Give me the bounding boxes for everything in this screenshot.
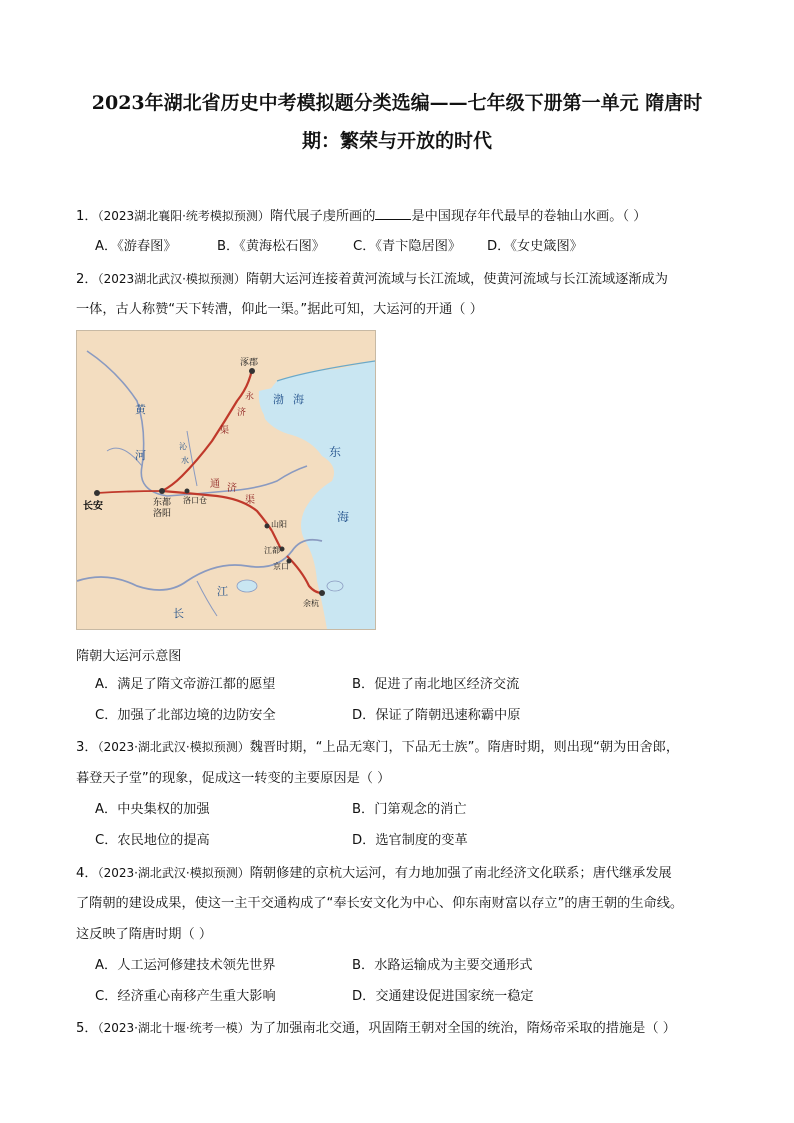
label-shanyang: 山阳 xyxy=(271,520,287,529)
grand-canal-map xyxy=(76,330,376,630)
question-1-stem xyxy=(76,207,726,226)
label-qu-2: 渠 xyxy=(245,495,255,506)
city-marker xyxy=(249,368,255,374)
question-2-stem-line-1 xyxy=(76,270,726,289)
question-number: 2． xyxy=(76,272,98,287)
label-jiangdu: 江都 xyxy=(264,546,280,555)
question-2-stem-line-2: 一体，古人称赞“天下转漕，仰此一渠。”据此可知，大运河的开通（ ） xyxy=(76,302,483,317)
question-source: （2023湖北襄阳·统考模拟预测） xyxy=(97,209,270,223)
city-marker xyxy=(265,524,270,529)
question-5-stem-line-1 xyxy=(76,1019,726,1038)
label-ji-2: 济 xyxy=(227,483,237,494)
question-source: （2023湖北武汉·模拟预测） xyxy=(97,272,246,286)
city-marker xyxy=(159,488,165,494)
title-line-2: 期：繁荣与开放的时代 xyxy=(301,130,492,152)
question-source: （2023·湖北十堰·统考一模） xyxy=(97,1021,250,1035)
question-number: 3． xyxy=(76,740,98,755)
question-4-option-d[interactable]: D．交通建设促进国家统一稳定 xyxy=(352,989,534,1004)
stem-text: 隋朝大运河连接着黄河流域与长江流域，使黄河流域与长江流域逐渐成为 xyxy=(245,272,668,287)
city-marker xyxy=(94,490,100,496)
label-tong: 通 xyxy=(210,479,220,490)
stem-text: 是中国现存年代最早的卷轴山水画。（ ） xyxy=(411,209,647,224)
question-1-option-c[interactable]: C．《青卞隐居图》 xyxy=(353,239,462,254)
label-zhuojun: 涿郡 xyxy=(240,358,259,368)
question-4-option-c[interactable]: C．经济重心南移产生重大影响 xyxy=(95,989,276,1004)
question-2-option-b[interactable]: B．促进了南北地区经济交流 xyxy=(352,677,520,692)
question-4-option-a[interactable]: A．人工运河修建技术领先世界 xyxy=(95,958,276,973)
label-shui: 水 xyxy=(181,456,189,465)
question-4-stem-line-1 xyxy=(76,864,726,883)
question-source: （2023·湖北武汉·模拟预测） xyxy=(97,866,250,880)
label-luokoucang: 洛口仓 xyxy=(183,496,207,505)
label-hai: 海 xyxy=(337,510,350,524)
map-caption: 隋朝大运河示意图 xyxy=(76,649,182,664)
question-3-option-a[interactable]: A．中央集权的加强 xyxy=(95,802,210,817)
stem-text: 隋代展子虔所画的 xyxy=(269,209,376,224)
question-3-stem-line-2: 暮登天子堂”的现象，促成这一转变的主要原因是（ ） xyxy=(76,771,391,786)
question-number: 4． xyxy=(76,866,98,881)
question-3-stem-line-1 xyxy=(76,738,726,757)
question-number: 5． xyxy=(76,1021,98,1036)
label-qu: 渠 xyxy=(220,426,230,436)
city-marker xyxy=(319,590,325,596)
label-bohai-1: 渤 xyxy=(273,393,284,406)
question-3-option-d[interactable]: D．选官制度的变革 xyxy=(352,833,468,848)
question-4-stem-line-2: 了隋朝的建设成果，使这一主干交通构成了“奉长安文化为中心、仰东南财富以存立”的唐王朝的生命线。 xyxy=(76,896,684,911)
stem-text: 隋朝修建的京杭大运河，有力地加强了南北经济文化联系；唐代继承发展 xyxy=(249,866,672,881)
stem-text: 魏晋时期，“上品无寒门，下品无士族”。隋唐时期，则出现“朝为田舍郎， xyxy=(249,740,680,755)
fill-blank xyxy=(375,207,411,220)
lake xyxy=(237,580,257,592)
question-2-option-a[interactable]: A．满足了隋文帝游江都的愿望 xyxy=(95,677,276,692)
question-2-option-d[interactable]: D．保证了隋朝迅速称霸中原 xyxy=(352,708,521,723)
question-source: （2023·湖北武汉·模拟预测） xyxy=(97,740,250,754)
question-2-option-c[interactable]: C．加强了北部边境的边防安全 xyxy=(95,708,276,723)
label-ji: 济 xyxy=(237,408,247,418)
map-graphic xyxy=(77,331,375,629)
label-dong: 东 xyxy=(329,445,342,459)
label-bohai-2: 海 xyxy=(293,393,304,406)
label-luoyang: 洛阳 xyxy=(153,509,172,519)
question-3-option-b[interactable]: B．门第观念的消亡 xyxy=(352,802,467,817)
label-yong: 永 xyxy=(245,392,255,402)
stem-text: 为了加强南北交通，巩固隋王朝对全国的统治，隋炀帝采取的措施是（ ） xyxy=(249,1021,676,1036)
question-1-option-b[interactable]: B．《黄海松石图》 xyxy=(217,239,325,254)
label-qin: 沁 xyxy=(179,442,187,451)
page-title xyxy=(70,84,724,160)
label-he: 河 xyxy=(135,449,146,462)
city-marker xyxy=(185,489,190,494)
label-chang: 长 xyxy=(173,607,184,620)
question-4-option-b[interactable]: B．水路运输成为主要交通形式 xyxy=(352,958,533,973)
question-3-option-c[interactable]: C．农民地位的提高 xyxy=(95,833,210,848)
city-marker xyxy=(280,547,285,552)
label-jingkou: 京口 xyxy=(273,562,289,571)
label-jiang: 江 xyxy=(217,585,228,598)
question-1-option-d[interactable]: D．《女史箴图》 xyxy=(487,239,583,254)
label-yuhang: 余杭 xyxy=(303,599,319,608)
title-line-1: 2023年湖北省历史中考模拟题分类选编——七年级下册第一单元 隋唐时 xyxy=(91,92,703,114)
question-4-stem-line-3: 这反映了隋唐时期（ ） xyxy=(76,927,213,942)
lake xyxy=(327,581,343,591)
label-changan: 长安 xyxy=(83,501,103,512)
question-number: 1． xyxy=(76,209,98,224)
label-dongdu: 东都 xyxy=(153,498,172,508)
label-huang: 黄 xyxy=(135,403,146,416)
question-1-option-a[interactable]: A．《游春图》 xyxy=(95,239,177,254)
